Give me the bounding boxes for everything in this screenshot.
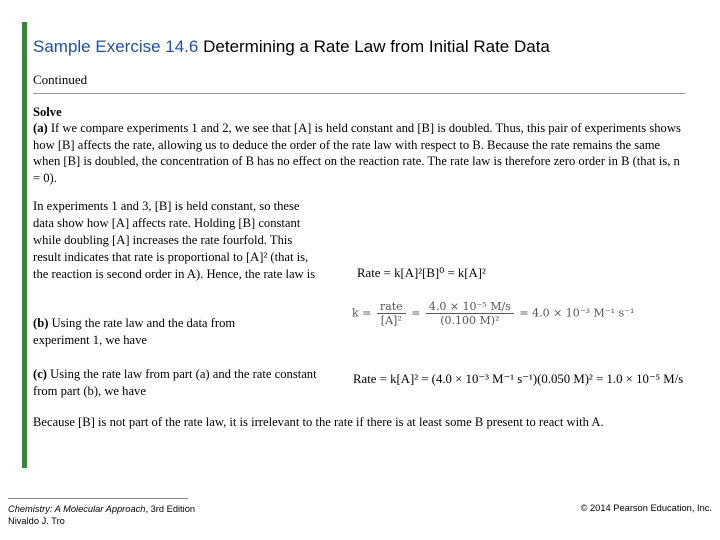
continued-label: Continued [33, 72, 88, 87]
fraction-numerator: 4.0 × 10⁻⁵ M/s [426, 300, 514, 314]
equals-sign: = [411, 306, 421, 320]
footer-citation [8, 503, 195, 527]
part-b-text: Using the rate law and the data from experiment 1, we have [33, 316, 236, 347]
part-a-text: If we compare experiments 1 and 2, we see that [A] is held constant and [B] is doubled. Thus, this pair of experiments shows how [B] affects the rate, allowing us to deduce the order of the rate law with respect to B. Because the rate remains the same when [B] is doubled, the concentration of B has no effect on the reaction rate. The rate law is therefore zero order in B (that is, n = 0). [33, 121, 681, 185]
book-author: Nivaldo J. Tro [8, 516, 65, 526]
page-title [33, 37, 550, 57]
rate-calculation-equation: Rate = k[A]² = (4.0 × 10⁻³ M⁻¹ s⁻¹)(0.050 M)² = 1.0 × 10⁻⁵ M/s [353, 372, 684, 386]
fraction-denominator: [A]² [380, 314, 402, 327]
fraction-denominator: (0.100 M)² [440, 314, 500, 327]
conclusion-paragraph: Because [B] is not part of the rate law, it is irrelevant to the rate if there is at least some B present to react with A. [33, 415, 604, 429]
rate-law-equation: Rate = k[A]²[B]⁰ = k[A]² [357, 266, 486, 280]
exercise-title: Determining a Rate Law from Initial Rate Data [203, 37, 550, 56]
accent-bar [22, 22, 27, 468]
divider [33, 93, 685, 94]
k-lhs: k = [352, 306, 372, 320]
part-b-label: (b) [33, 316, 49, 330]
part-a-label: (a) [33, 121, 48, 136]
fraction-rate-over-a [377, 300, 406, 327]
footer-divider [8, 498, 188, 499]
solve-heading: Solve [33, 105, 62, 119]
fraction-values [426, 300, 514, 327]
exercise-number: Sample Exercise 14.6 [33, 37, 199, 56]
part-c-text: Using the rate law from part (a) and the rate constant from part (b), we have [33, 367, 317, 398]
rate-constant-equation [352, 300, 634, 327]
fraction-numerator: rate [377, 300, 406, 314]
part-a-paragraph [33, 120, 683, 186]
experiments-1-3-paragraph: In experiments 1 and 3, [B] is held constant, so these data show how [A] affects rate. Holding [B] constant while doubling [A] increases the rate fourfold. This result indicates that rate is proportional to [A]² (that is, the reaction is second order in A). Hence, the rate law is [33, 199, 316, 281]
solve-section [33, 104, 683, 186]
book-edition: , 3rd Edition [145, 504, 196, 514]
book-title: Chemistry: A Molecular Approach [8, 504, 146, 514]
k-result: = 4.0 × 10⁻³ M⁻¹ s⁻¹ [519, 306, 635, 320]
copyright: © 2014 Pearson Education, Inc. [580, 503, 712, 513]
part-c-label: (c) [33, 367, 47, 381]
part-c-paragraph [33, 366, 323, 400]
part-b-paragraph [33, 315, 293, 349]
